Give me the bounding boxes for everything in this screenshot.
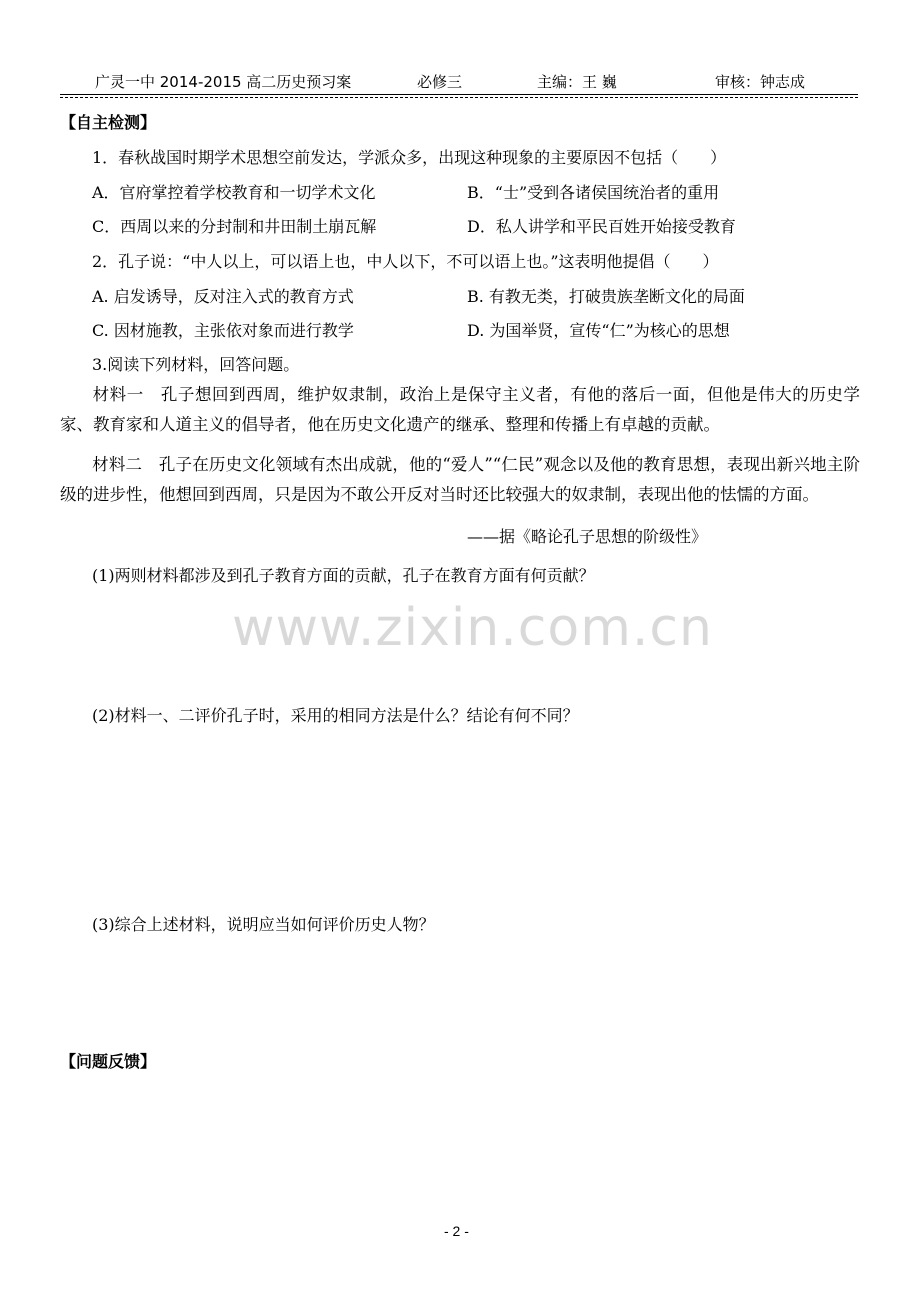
q1-option-a: A．官府掌控着学校教育和一切学术文化 [92, 183, 376, 202]
material-two [60, 450, 860, 510]
sub-question-3: (3)综合上述材料，说明应当如何评价历史人物？ [92, 915, 435, 934]
header-module: 必修三 [417, 73, 463, 91]
q2-option-d: D. 为国举贤，宣传“仁”为核心的思想 [467, 321, 730, 340]
section-feedback-heading: 【问题反馈】 [60, 1052, 157, 1071]
q1-option-b: B．“士”受到各诸侯国统治者的重用 [467, 183, 720, 202]
material-one-text: 材料一 孔子想回到西周，维护奴隶制，政治上是保守主义者，有他的落后一面，但他是伟大的历史学家、教育家和人道主义的倡导者，他在历史文化遗产的继承、整理和传播上有卓越的贡献。 [60, 385, 860, 434]
q3-stem: 3.阅读下列材料，回答问题。 [92, 355, 300, 374]
header-rule [60, 94, 858, 95]
q1-option-c: C．西周以来的分封制和井田制土崩瓦解 [92, 217, 377, 236]
sub-question-2: (2)材料一、二评价孔子时，采用的相同方法是什么？结论有何不同？ [92, 706, 579, 725]
material-source: ——据《略论孔子思想的阶级性》 [467, 527, 708, 546]
q2-option-b: B. 有教无类，打破贵族垄断文化的局面 [467, 287, 745, 306]
page-number: - 2 - [444, 1223, 469, 1239]
q2-option-c: C. 因材施教，主张依对象而进行教学 [92, 321, 354, 340]
material-one [60, 380, 860, 440]
q2-option-a: A. 启发诱导，反对注入式的教育方式 [92, 287, 354, 306]
header-school: 广灵一中 2014-2015 高二历史预习案 [95, 73, 352, 91]
q1-option-d: D．私人讲学和平民百姓开始接受教育 [467, 217, 736, 236]
sub-question-1: (1)两则材料都涉及到孔子教育方面的贡献，孔子在教育方面有何贡献？ [92, 566, 595, 585]
material-two-text: 材料二 孔子在历史文化领域有杰出成就，他的“爱人”“仁民”观念以及他的教育思想，表现出新兴地主阶级的进步性，他想回到西周，只是因为不敢公开反对当时还比较强大的奴隶制，表现出他的怯懦的方面。 [60, 455, 860, 504]
section-self-test-heading: 【自主检测】 [60, 113, 157, 132]
q1-stem: 1．春秋战国时期学术思想空前发达，学派众多，出现这种现象的主要原因不包括（ ） [92, 148, 727, 167]
header-reviewer: 审核：钟志成 [715, 73, 806, 91]
q2-stem: 2．孔子说：“中人以上，可以语上也，中人以下，不可以语上也。”这表明他提倡（ ） [92, 252, 719, 271]
watermark: www.zixin.com.cn [232, 598, 713, 658]
header-editor: 主编：王 巍 [537, 73, 617, 91]
header-dashed-rule [60, 97, 858, 98]
